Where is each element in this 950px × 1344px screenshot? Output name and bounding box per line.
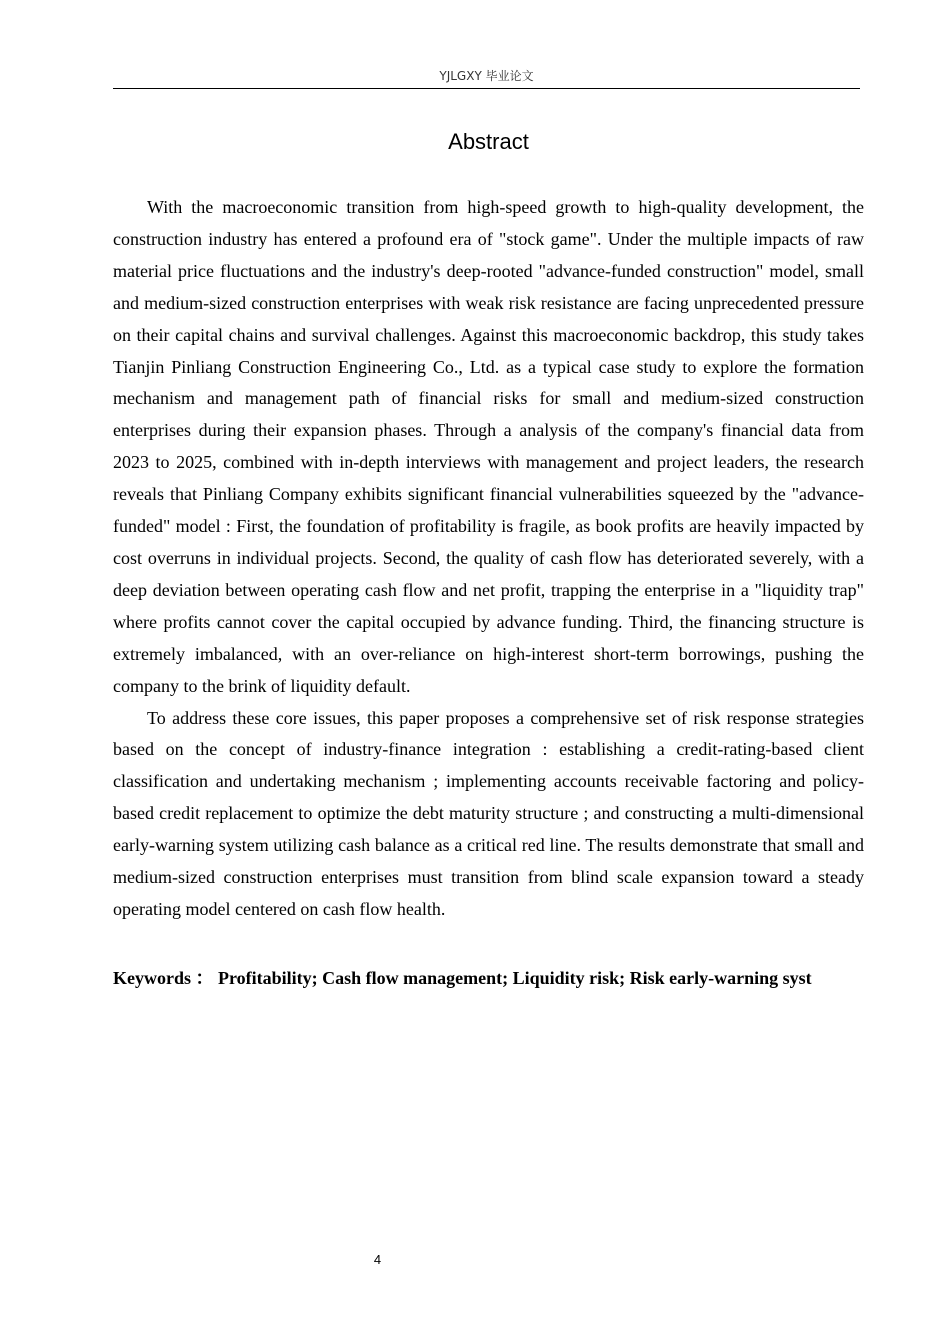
abstract-paragraph-2: To address these core issues, this paper proposes a comprehensive set of risk response strategies based on the concept of industry-finance integration : establishing a credit-rating-based client classification and undertaking mechanism ; implementing accounts receivable factoring and policy-based credit replacement to optimize the debt maturity structure ; and constructing a multi-dimensional early-warning system utilizing cash balance as a critical red line. The results demonstrate that small and medium-sized construction enterprises must transition from blind scale expansion toward a steady operating model centered on cash flow health. xyxy=(113,707,864,919)
abstract-paragraph-1: With the macroeconomic transition from high-speed growth to high-quality development, the construction industry has entered a profound era of "stock game". Under the multiple impacts of raw material price fluctuations and the industry's deep-rooted "advance-funded construction" model, small and medium-sized construction enterprises with weak risk resistance are facing unprecedented pressure on their capital chains and survival challenges. Against this macroeconomic backdrop, this study takes Tianjin Pinliang Construction Engineering Co., Ltd. as a typical case study to explore the formation mechanism and management path of financial risks for small and medium-sized construction enterprises during their expansion phases. Through a analysis of the company's financial data from 2023 to 2025, combined with in-depth interviews with management and project leaders, the research reveals that Pinliang Company exhibits significant financial vulnerabilities squeezed by the "advance-funded" model : First, the foundation of profitability is fragile, as book profits are heavily impacted by cost overruns in individual projects. Second, the quality of cash flow has deteriorated severely, with a deep deviation between operating cash flow and net profit, trapping the enterprise in a "liquidity trap" where profits cannot cover the capital occupied by advance funding. Third, the financing structure is extremely imbalanced, with an over-reliance on high-interest short-term borrowings, pushing the company to the brink of liquidity default. xyxy=(113,197,864,696)
keywords-line: Keywords ： Profitability; Cash flow management; Liquidity risk; Risk early-warning syst xyxy=(113,968,812,988)
abstract-body xyxy=(113,192,864,926)
page-number: 4 xyxy=(373,1252,382,1267)
page-header: YJLGXY 毕业论文 xyxy=(113,66,860,89)
abstract-title: Abstract xyxy=(448,129,529,154)
